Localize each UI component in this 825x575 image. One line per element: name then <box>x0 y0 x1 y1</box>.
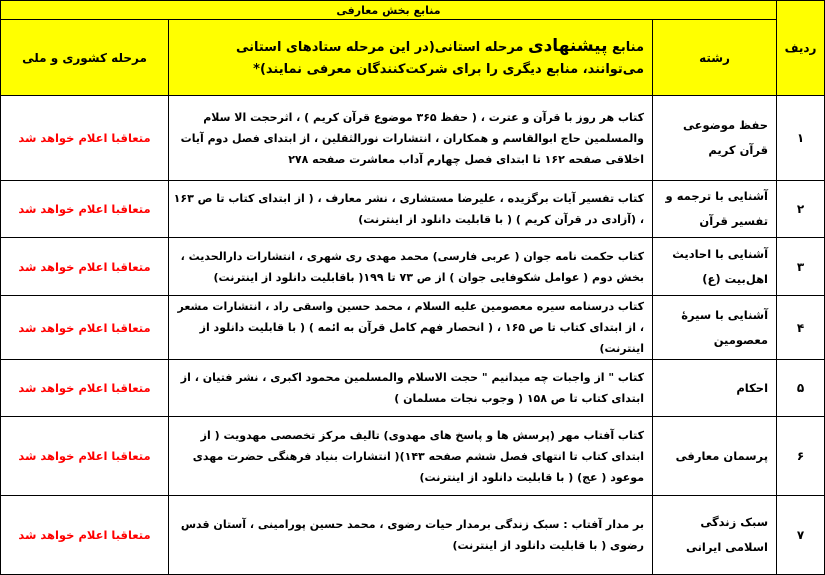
sources-header-emphasis: پیشنهادی <box>528 35 608 56</box>
table-row <box>1 96 825 181</box>
row-sources: بر مدار آفتاب : سبک زندگی برمدار حیات رضوی ، محمد حسین پورامینی ، آستان قدس رضوی ( با قابلیت دانلود از اینترنت) <box>169 496 653 575</box>
row-number: ۴ <box>777 296 825 360</box>
row-subject: پرسمان معارفی <box>653 417 777 496</box>
sources-header-prefix: منابع <box>607 39 645 55</box>
table-row <box>1 296 825 360</box>
row-subject: آشنایی با سیرهٔ معصومین <box>653 296 777 360</box>
section-title: منابع بخش معارفی <box>1 1 777 20</box>
row-sources: کتاب " از واجبات چه میدانیم " حجت الاسلام والمسلمین محمود اکبری ، نشر فتیان ، از ابتدای کتاب تا ص ۱۵۸ ( وجوب نجات مسلمان ) <box>169 360 653 417</box>
row-sources: کتاب حکمت نامه جوان ( عربی فارسی) محمد مهدی ری شهری ، انتشارات دارالحدیث ، بخش دوم ( عوامل شکوفایی جوان ) از ص ۷۳ تا ۱۹۹( باقابلیت دانلود از اینترنت) <box>169 238 653 296</box>
row-subject: حفظ موضوعی قرآن کریم <box>653 96 777 181</box>
table-row <box>1 496 825 575</box>
row-stage-status: متعاقبا اعلام خواهد شد <box>1 96 169 181</box>
row-sources: کتاب آفتاب مهر (پرسش ها و پاسخ های مهدوی) تالیف مرکز تخصصی مهدویت ( از ابتدای کتاب تا انتهای فصل ششم صفحه ۱۴۳)( انتشارات بنیاد فرهنگی حضرت مهدی موعود ( عج) ( با قابلیت دانلود از اینترنت) <box>169 417 653 496</box>
row-number: ۳ <box>777 238 825 296</box>
row-subject: آشنایی با احادیث اهل‌بیت (ع) <box>653 238 777 296</box>
row-number: ۱ <box>777 96 825 181</box>
table-row <box>1 238 825 296</box>
row-stage-status: متعاقبا اعلام خواهد شد <box>1 360 169 417</box>
reshteh-header: رشته <box>653 20 777 96</box>
row-number: ۶ <box>777 417 825 496</box>
row-stage-status: متعاقبا اعلام خواهد شد <box>1 181 169 238</box>
header-row-top <box>1 1 825 20</box>
row-stage-status: متعاقبا اعلام خواهد شد <box>1 238 169 296</box>
sources-header <box>169 20 653 96</box>
row-sources: کتاب هر روز با قرآن و عترت ، ( حفظ ۳۶۵ موضوع قرآن کریم ) ، اثرحجت الا سلام والمسلمین حاج ابوالقاسم و همکاران ، انتشارات نورالثقلین ، از ابتدای فصل دوم آیات اخلاقی صفحه ۱۶۲ تا ابتدای فصل چهارم آداب معاشرت صفحه ۲۷۸ <box>169 96 653 181</box>
table-row <box>1 360 825 417</box>
row-sources: کتاب تفسیر آیات برگزیده ، علیرضا مستشاری ، نشر معارف ، ( از ابتدای کتاب تا ص ۱۶۳ ، (آزادی در قرآن کریم ) ( با قابلیت دانلود از اینترنت) <box>169 181 653 238</box>
radif-header: ردیف <box>777 1 825 96</box>
row-sources: کتاب درسنامه سیره معصومین علیه السلام ، محمد حسین واسقی راد ، انتشارات مشعر ، از ابتدای کتاب تا ص ۱۶۵ ، ( انحصار فهم کامل قرآن به ائمه ) ( با قابلیت دانلود از اینترنت) <box>169 296 653 360</box>
national-stage-header: مرحله کشوری و ملی <box>1 20 169 96</box>
table-row <box>1 181 825 238</box>
row-subject: احکام <box>653 360 777 417</box>
sources-header-suffix: مرحله استانی(در این مرحله ستادهای استانی می‌توانند، منابع دیگری را برای شرکت‌کنندگان معرفی نمایند)* <box>235 39 645 77</box>
header-row <box>1 20 825 96</box>
row-number: ۲ <box>777 181 825 238</box>
row-stage-status: متعاقبا اعلام خواهد شد <box>1 417 169 496</box>
row-stage-status: متعاقبا اعلام خواهد شد <box>1 496 169 575</box>
row-number: ۵ <box>777 360 825 417</box>
row-number: ۷ <box>777 496 825 575</box>
row-stage-status: متعاقبا اعلام خواهد شد <box>1 296 169 360</box>
row-subject: سبک زندگی اسلامی ایرانی <box>653 496 777 575</box>
row-subject: آشنایی با ترجمه و تفسیر قرآن <box>653 181 777 238</box>
table-row <box>1 417 825 496</box>
